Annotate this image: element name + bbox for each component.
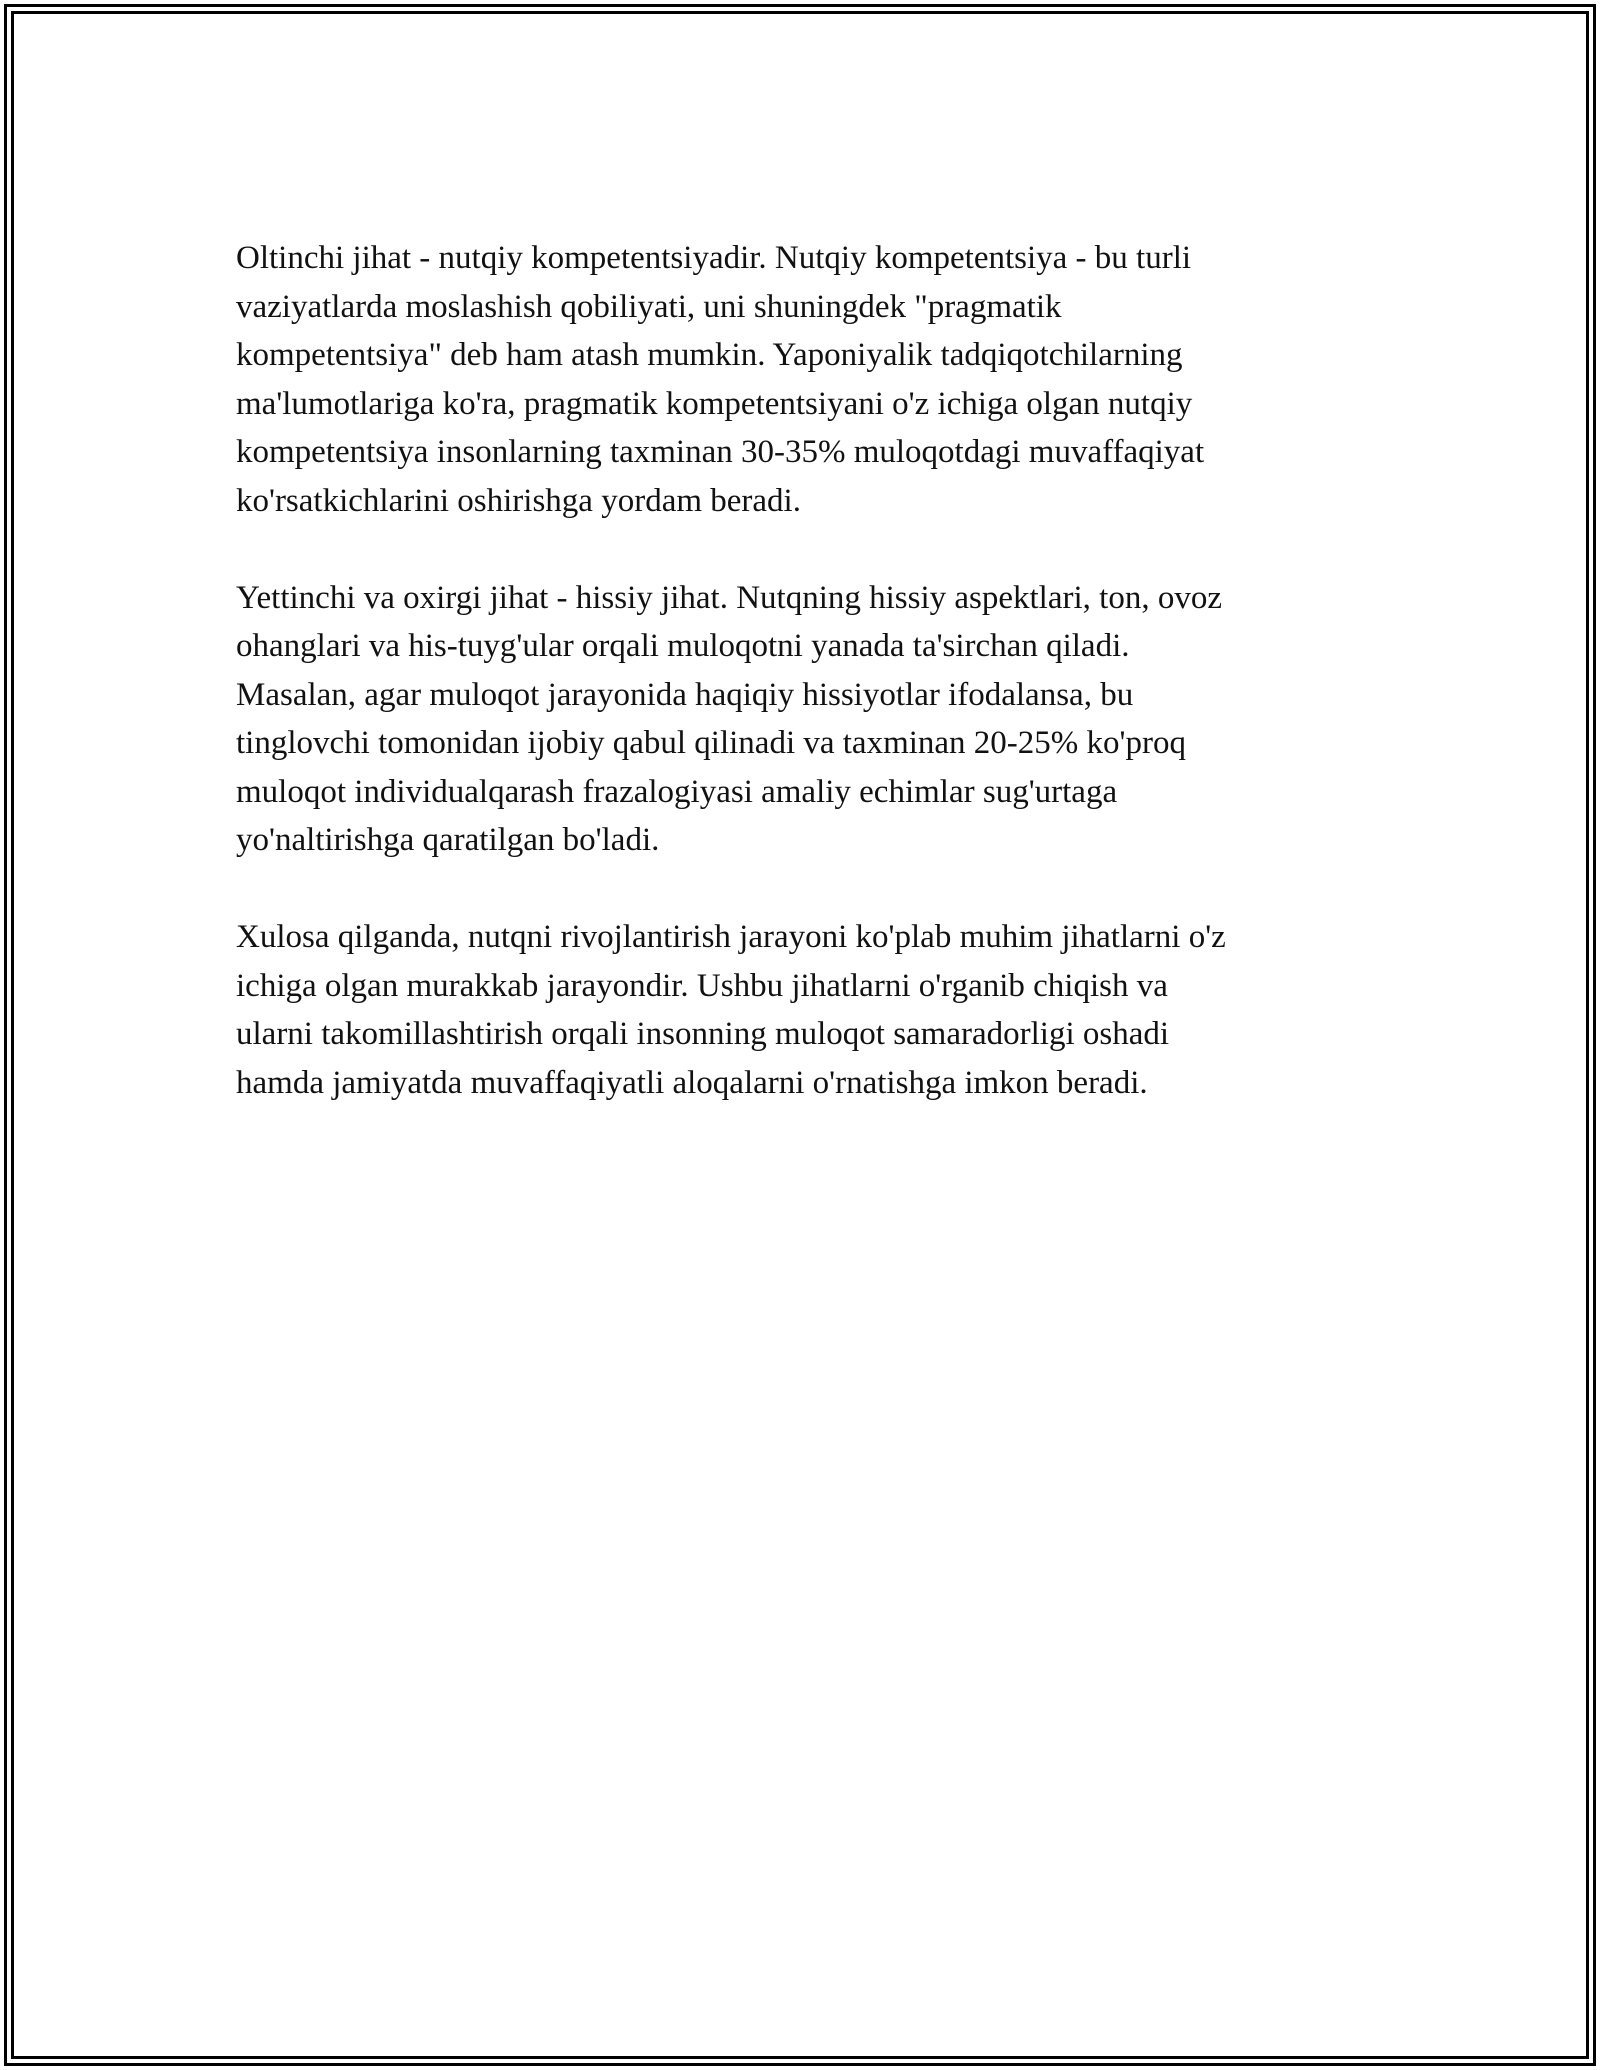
text-line: yo'naltirishga qaratilgan bo'ladi. (236, 822, 660, 858)
text-line: kompetentsiya insonlarning taxminan 30-35% muloqotdagi muvaffaqiyat (236, 434, 1205, 470)
paragraph-conclusion (236, 913, 1366, 1107)
text-line: kompetentsiya" deb ham atash mumkin. Yaponiyalik tadqiqotchilarning (236, 337, 1183, 373)
text-line: ohanglari va his-tuyg'ular orqali muloqotni yanada ta'sirchan qiladi. (236, 628, 1130, 664)
text-line: ko'rsatkichlarini oshirishga yordam beradi. (236, 482, 801, 519)
text-line: vaziyatlarda moslashish qobiliyati, uni shuningdek "pragmatik (236, 288, 1062, 325)
text-line: ichiga olgan murakkab jarayondir. Ushbu jihatlarni o'rganib chiqish va (236, 967, 1168, 1004)
text-line: muloqot individualqarash frazalogiyasi amaliy echimlar sug'urtaga (236, 773, 1118, 810)
paragraph-emotional-aspect (236, 574, 1366, 865)
text-line: tinglovchi tomonidan ijobiy qabul qilinadi va taxminan 20-25% ko'proq (236, 725, 1186, 761)
text-line: Oltinchi jihat - nutqiy kompetentsiyadir. Nutqiy kompetentsiya - bu turli (236, 240, 1192, 276)
text-line: ularni takomillashtirish orqali insonning muloqot samaradorligi oshadi (236, 1016, 1170, 1052)
text-line: ma'lumotlariga ko'ra, pragmatik kompetentsiyani o'z ichiga olgan nutqiy (236, 385, 1193, 422)
document-body (236, 234, 1366, 1107)
text-line: Masalan, agar muloqot jarayonida haqiqiy hissiyotlar ifodalansa, bu (236, 676, 1134, 713)
text-line: Yettinchi va oxirgi jihat - hissiy jihat. Nutqning hissiy aspektlari, ton, ovoz (236, 579, 1222, 616)
text-line: hamda jamiyatda muvaffaqiyatli aloqalarni o'rnatishga imkon beradi. (236, 1064, 1148, 1101)
text-line: Xulosa qilganda, nutqni rivojlantirish jarayoni ko'plab muhim jihatlarni o'z (236, 919, 1226, 955)
paragraph-speech-competence (236, 234, 1366, 525)
